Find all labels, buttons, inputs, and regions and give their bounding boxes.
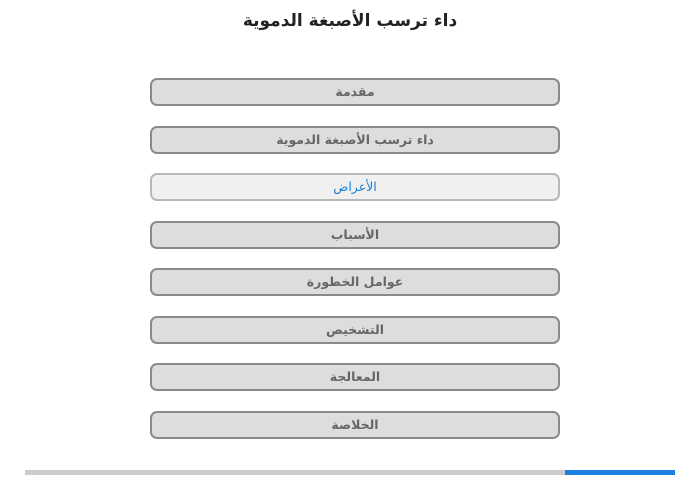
progress-bar [25, 470, 675, 475]
page-title: داء ترسب الأصبغة الدموية [242, 11, 458, 31]
menu-item-summary[interactable]: الخلاصة [150, 411, 560, 439]
menu-item-overview[interactable]: داء ترسب الأصبغة الدموية [150, 126, 560, 154]
chapter-menu [150, 78, 560, 458]
menu-item-symptoms[interactable]: الأعراض [150, 173, 560, 201]
menu-item-risk-factors[interactable]: عوامل الخطورة [150, 268, 560, 296]
menu-item-treatment[interactable]: المعالجة [150, 363, 560, 391]
menu-item-introduction[interactable]: مقدمة [150, 78, 560, 106]
menu-item-diagnosis[interactable]: التشخيص [150, 316, 560, 344]
progress-bar-fill [565, 470, 676, 475]
menu-item-causes[interactable]: الأسباب [150, 221, 560, 249]
